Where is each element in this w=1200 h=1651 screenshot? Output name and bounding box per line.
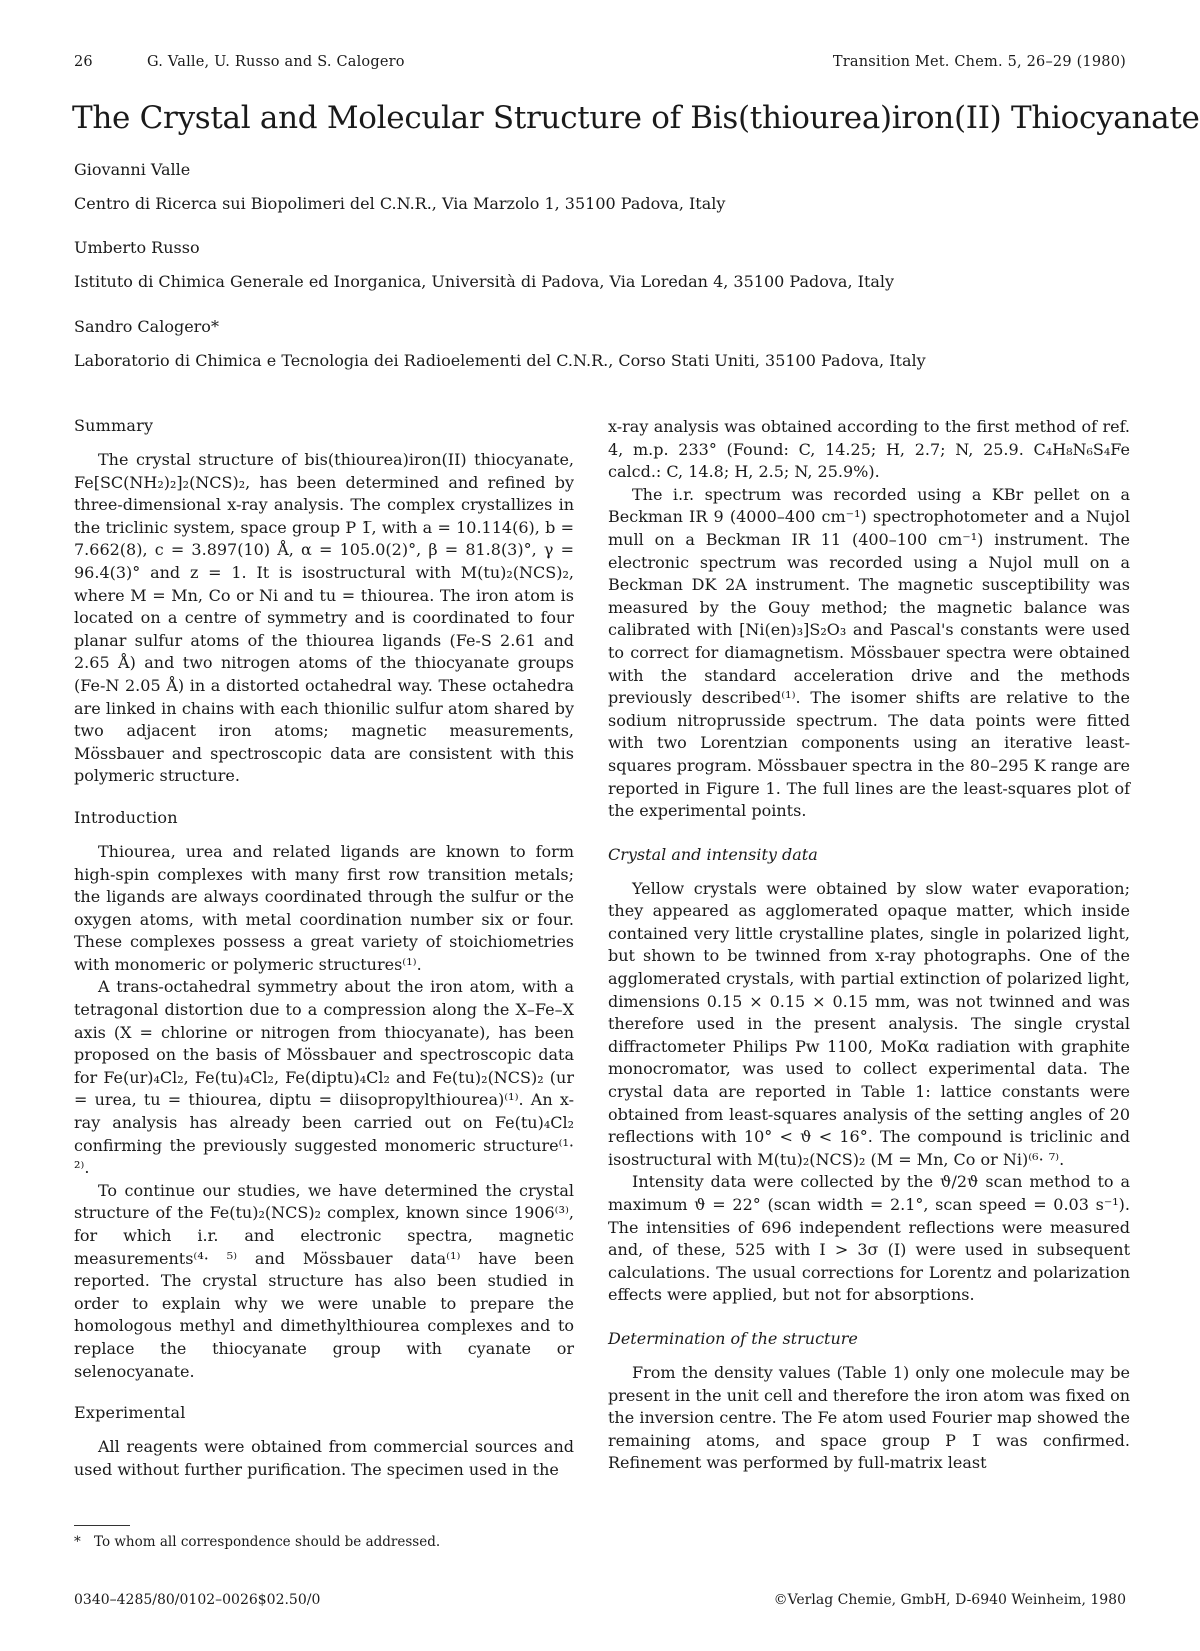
footnote-rule: [74, 1525, 130, 1526]
crystal-data-paragraph: Yellow crystals were obtained by slow water evaporation; they appeared as agglomerated opaque matter, which inside contained very little crystalline plates, single in polarized light, but shown to be twinned from x-ray photographs. One of the agglomerated crystals, with partial extinction of polarized light, dimensions 0.15 × 0.15 × 0.15 mm, was not twinned and was therefore used in the present analysis. The single crystal diffractometer Philips Pw 1100, MoKα radiation with graphite monocromator, was used to collect experimental data. The crystal data are reported in Table 1: lattice constants were obtained from least-squares analysis of the setting angles of 20 reflections with 10° < ϑ < 16°. The compound is triclinic and isostructural with M(tu)₂(NCS)₂ (M = Mn, Co or Ni)⁽⁶· ⁷⁾.: [608, 878, 1130, 1169]
structure-determination-paragraph: From the density values (Table 1) only one molecule may be present in the unit cell and therefore the iron atom was fixed on the inversion centre. The Fe atom used Fourier map showed the remaining atoms, and space group P 1̅ was confirmed. Refinement was performed by full-matrix least: [608, 1362, 1130, 1473]
article-title: The Crystal and Molecular Structure of Bis(thiourea)iron(II) Thiocyanate: [72, 100, 1200, 136]
footnote-mark: *: [74, 1534, 81, 1550]
copyright-notice: ©Verlag Chemie, GmbH, D-6940 Weinheim, 1980: [773, 1592, 1126, 1608]
author-affiliation: Istituto di Chimica Generale ed Inorganica, Università di Padova, Via Loredan 4, 35100 Padova, Italy: [74, 272, 895, 291]
author-name: Umberto Russo: [74, 238, 200, 257]
author-name: Sandro Calogero*: [74, 317, 219, 336]
introduction-heading: Introduction: [74, 807, 178, 827]
author-affiliation: Laboratorio di Chimica e Tecnologia dei Radioelementi del C.N.R., Corso Stati Uniti, 35100 Padova, Italy: [74, 351, 926, 370]
author-affiliation: Centro di Ricerca sui Biopolimeri del C.N.R., Via Marzolo 1, 35100 Padova, Italy: [74, 194, 726, 213]
introduction-paragraph: To continue our studies, we have determined the crystal structure of the Fe(tu)₂(NCS)₂ complex, known since 1906⁽³⁾, for which i.r. and electronic spectra, magnetic measurements⁽⁴· ⁵⁾ and Mössbauer data⁽¹⁾ have been reported. The crystal structure has also been studied in order to explain why we were unable to prepare the homologous methyl and dimethylthiourea complexes and to replace the thiocyanate group with cyanate or selenocyanate.: [74, 1180, 574, 1381]
experimental-heading: Experimental: [74, 1403, 186, 1423]
page-number: 26: [74, 54, 93, 70]
article-code: 0340–4285/80/0102–0026$02.50/0: [74, 1592, 321, 1608]
footnote-text: To whom all correspondence should be addressed.: [94, 1534, 441, 1550]
header-authors: G. Valle, U. Russo and S. Calogero: [147, 54, 405, 70]
experimental-paragraph: All reagents were obtained from commercial sources and used without further purification. The specimen used in the: [74, 1437, 574, 1479]
experimental-continuation: x-ray analysis was obtained according to the first method of ref. 4, m.p. 233° (Found: C, 14.25; H, 2.7; N, 25.9. C₄H₈N₆S₄Fe calcd.: C, 14.8; H, 2.5; N, 25.9%).: [608, 417, 1130, 482]
structure-determination-heading: Determination of the structure: [608, 1328, 858, 1348]
right-column: [608, 416, 1130, 1475]
footnote: [74, 1534, 440, 1550]
journal-citation: Transition Met. Chem. 5, 26–29 (1980): [832, 54, 1126, 70]
summary-text: The crystal structure of bis(thiourea)iron(II) thiocyanate, Fe[SC(NH₂)₂]₂(NCS)₂, has been determined and refined by three-dimensional x-ray analysis. The complex crystallizes in the triclinic system, space group P 1̅, with a = 10.114(6), b = 7.662(8), c = 3.897(10) Å, α = 105.0(2)°, β = 81.8(3)°, γ = 96.4(3)° and z = 1. It is isostructural with M(tu)₂(NCS)₂, where M = Mn, Co or Ni and tu = thiourea. The iron atom is located on a centre of symmetry and is coordinated to four planar sulfur atoms of the thiourea ligands (Fe-S 2.61 and 2.65 Å) and two nitrogen atoms of the thiocyanate groups (Fe-N 2.05 Å) in a distorted octahedral way. These octahedra are linked in chains with each thionilic sulfur atom shared by two adjacent iron atoms; magnetic measurements, Mössbauer and spectroscopic data are consistent with this polymeric structure.: [74, 450, 574, 786]
experimental-paragraph: The i.r. spectrum was recorded using a KBr pellet on a Beckman IR 9 (4000–400 cm⁻¹) spectrophotometer and a Nujol mull on a Beckman IR 11 (400–100 cm⁻¹) instrument. The electronic spectrum was recorded using a Nujol mull on a Beckman DK 2A instrument. The magnetic susceptibility was measured by the Gouy method; the magnetic balance was calibrated with [Ni(en)₃]S₂O₃ and Pascal's constants were used to correct for diamagnetism. Mössbauer spectra were obtained with the standard acceleration drive and the methods previously described⁽¹⁾. The isomer shifts are relative to the sodium nitroprusside spectrum. The data points were fitted with two Lorentzian components using an iterative least-squares program. Mössbauer spectra in the 80–295 K range are reported in Figure 1. The full lines are the least-squares plot of the experimental points.: [608, 484, 1130, 821]
introduction-paragraph: Thiourea, urea and related ligands are known to form high-spin complexes with many first row transition metals; the ligands are always coordinated through the sulfur or the oxygen atoms, with metal coordination number six or four. These complexes possess a great variety of stoichiometries with monomeric or polymeric structures⁽¹⁾.: [74, 841, 574, 974]
running-header: [74, 54, 1126, 76]
summary-heading: Summary: [74, 416, 154, 435]
left-column: [74, 416, 574, 1481]
introduction-paragraph: A trans-octahedral symmetry about the iron atom, with a tetragonal distortion due to a compression along the X–Fe–X axis (X = chlorine or nitrogen from thiocyanate), has been proposed on the basis of Mössbauer and spectroscopic data for Fe(ur)₄Cl₂, Fe(tu)₄Cl₂, Fe(diptu)₄Cl₂ and Fe(tu)₂(NCS)₂ (ur = urea, tu = thiourea, diptu = diisopropylthiourea)⁽¹⁾. An x-ray analysis has already been carried out on Fe(tu)₄Cl₂ confirming the previously suggested monomeric structure⁽¹· ²⁾.: [74, 977, 574, 1178]
author-name: Giovanni Valle: [74, 160, 191, 179]
crystal-data-paragraph: Intensity data were collected by the ϑ/2ϑ scan method to a maximum ϑ = 22° (scan width = 2.1°, scan speed = 0.03 s⁻¹). The intensities of 696 independent reflections were measured and, of these, 525 with I > 3σ (I) were used in subsequent calculations. The usual corrections for Lorentz and polarization effects were applied, but not for absorptions.: [608, 1172, 1130, 1305]
crystal-data-heading: Crystal and intensity data: [608, 844, 818, 864]
